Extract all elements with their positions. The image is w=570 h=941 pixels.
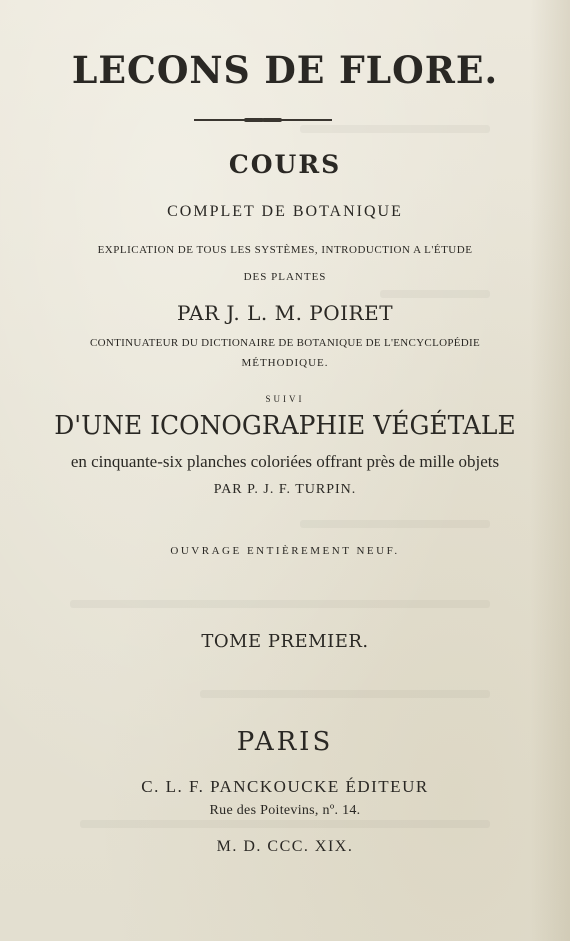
explication-line-1: EXPLICATION DE TOUS LES SYSTÈMES, INTRODUCTION A L'ÉTUDE <box>97 244 473 256</box>
ouvrage-note: OUVRAGE ENTIÈREMENT NEUF. <box>170 545 400 557</box>
planches-description: en cinquante-six planches coloriées offrant près de mille objets <box>70 452 500 471</box>
city: PARIS <box>236 727 334 757</box>
suivi-label: SUIVI <box>265 394 305 404</box>
subtitle: COMPLET DE BOTANIQUE <box>167 203 403 220</box>
iconographie-heading: D'UNE ICONOGRAPHIE VÉGÉTALE <box>54 411 516 441</box>
publisher-address: Rue des Poitevins, nº. 14. <box>209 803 361 818</box>
show-through-mark <box>380 290 490 298</box>
volume-label: TOME PREMIER. <box>201 631 369 652</box>
show-through-mark <box>300 125 490 133</box>
show-through-mark <box>200 690 490 698</box>
author-description-line-1: CONTINUATEUR DU DICTIONAIRE DE BOTANIQUE DE L'ENCYCLOPÉDIE <box>89 337 480 349</box>
publication-date: M. D. CCC. XIX. <box>216 838 354 855</box>
ornamental-rule <box>194 119 332 121</box>
book-title: LECONS DE FLORE. <box>71 48 499 92</box>
show-through-mark <box>70 600 490 608</box>
explication-line-2: DES PLANTES <box>243 271 327 283</box>
cours-heading: COURS <box>228 150 342 179</box>
publisher: C. L. F. PANCKOUCKE ÉDITEUR <box>141 777 429 796</box>
author-line: PAR J. L. M. POIRET <box>176 301 394 325</box>
illustrator-line: PAR P. J. F. TURPIN. <box>213 482 357 497</box>
show-through-mark <box>300 520 490 528</box>
author-description-line-2: MÉTHODIQUE. <box>241 357 329 369</box>
show-through-mark <box>80 820 490 828</box>
